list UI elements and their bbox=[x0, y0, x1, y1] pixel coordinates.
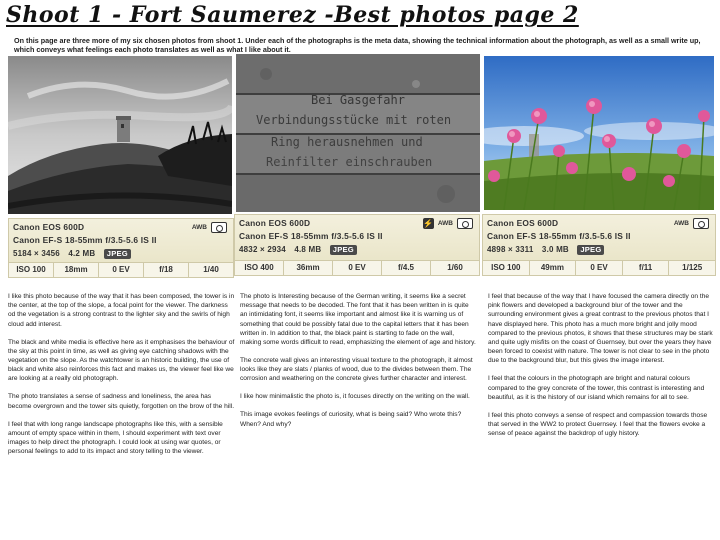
iso-value: ISO 100 bbox=[483, 261, 530, 275]
exposure-strip bbox=[9, 262, 233, 277]
image-dimensions: 5184 × 3456 bbox=[13, 249, 60, 258]
file-size: 4.2 MB bbox=[68, 249, 96, 258]
writeup-paragraph: The black and white media is effective here as it emphasises the behaviour of the sky at this point in time, as well as giving eye catching shadows with the vegetation on the slope. As the watchtower is an historic building, the use of black and white also reinforces this fact and makes us, the viewer feel like we are looking at a really old photograph. bbox=[8, 338, 235, 383]
aperture: f/4.5 bbox=[382, 261, 431, 275]
awb-icon: AWB bbox=[437, 220, 453, 227]
aperture: f/11 bbox=[623, 261, 670, 275]
camera-model: Canon EOS 600D bbox=[13, 222, 85, 232]
metadata-panel-1 bbox=[8, 218, 234, 278]
writeup-paragraph: I feel that because of the way that I have focused the camera directly on the pink flowers and developed a background blur of the tower and the surrounding environment gives a great contrast to the previous photos that I have displayed here. This photo has a much more bright and jolly mood compared to the previous photos, it shows that these structures may be stark and quite ugly misfits on the coast of Guernsey, but over the years they have been forced to coexist with nature. The tower is not clear to see in the photo due to the background blur, but this gives the image interest. bbox=[488, 293, 713, 365]
photo-german-writing-wall bbox=[236, 54, 480, 212]
writeup-paragraph: I feel that with long range landscape photographs like this, with a sensible amount of empty space within in them, I should experiment with text over images to help direct the photograph. I could look at using war quotes, or personal feelings to add to its impact and story telling to the viewer. bbox=[8, 420, 223, 456]
format-badge: JPEG bbox=[104, 249, 131, 259]
wall-text-line-1: Bei Gasgefahr bbox=[311, 93, 405, 107]
exposure-comp: 0 EV bbox=[576, 261, 623, 275]
shutter-speed: 1/40 bbox=[203, 265, 219, 274]
camera-mode-icon bbox=[211, 222, 227, 233]
shutter-speed: 1/60 bbox=[447, 263, 463, 272]
exposure-comp: 0 EV bbox=[333, 261, 382, 275]
page-title: Shoot 1 - Fort Saumerez -Best photos page 2 bbox=[6, 2, 579, 28]
camera-mode-icon bbox=[693, 218, 709, 229]
camera-model: Canon EOS 600D bbox=[239, 218, 311, 228]
lens-model: Canon EF-S 18-55mm f/3.5-5.6 IS II bbox=[487, 231, 631, 241]
metadata-panel-2 bbox=[234, 214, 480, 276]
focal-length: 36mm bbox=[284, 261, 333, 275]
file-info bbox=[13, 249, 131, 259]
lens-model: Canon EF-S 18-55mm f/3.5-5.6 IS II bbox=[239, 231, 383, 241]
exposure-strip bbox=[235, 260, 479, 275]
writeup-paragraph: This image evokes feelings of curiosity, what is being said? Who wrote this? When? And why? bbox=[240, 411, 462, 428]
writeup-paragraph: I feel this photo conveys a sense of respect and compassion towards those that served in the WW2 to protect Guernsey. I feel that the flowers evoke a sense of peace against the backdrop of ugly history. bbox=[488, 411, 708, 438]
file-info bbox=[239, 245, 357, 255]
aperture: f/18 bbox=[144, 263, 189, 277]
wall-text-line-4: Reinfilter einschrauben bbox=[266, 155, 433, 169]
camera-mode-icon bbox=[457, 218, 473, 229]
focal-length: 49mm bbox=[530, 261, 577, 275]
awb-icon: AWB bbox=[673, 220, 689, 227]
file-size: 3.0 MB bbox=[541, 245, 569, 254]
image-dimensions: 4898 × 3311 bbox=[487, 245, 534, 254]
iso-value: ISO 400 bbox=[235, 261, 284, 275]
writeup-paragraph: I like this photo because of the way that it has been composed, the tower is in the center, at the top of the slope, a focal point for the viewer. The darkness od the vegetation is a strong contrast to the lighter sky and the swirls of high cloud add interest. bbox=[8, 293, 235, 328]
writeup-paragraph: The photo is Interesting because of the German writing, it seems like a secret message that needs to be decoded. The font that it has been written in is quite an intimidating font, it seems like important and almost like it is warning us of something that could be possibly fatal due to the capital letters that it has been written in. In addition to that, the black paint is starting to fade on the wall, making some words difficult to read, emphasizing the element of age and history. bbox=[240, 293, 476, 347]
photo-watchtower-bw bbox=[8, 56, 232, 214]
camera-model: Canon EOS 600D bbox=[487, 218, 559, 228]
writeup-paragraph: I feel that the colours in the photograph are bright and natural colours compared to the grey concrete of the tower, this contrast is interesting and beautiful, as it is the history of our island which remains for all to see. bbox=[488, 375, 705, 401]
metadata-panel-3 bbox=[482, 214, 716, 276]
shutter-speed: 1/125 bbox=[682, 263, 703, 272]
flash-icon: ⚡ bbox=[423, 219, 434, 228]
writeup-column-1 bbox=[8, 292, 236, 465]
writeup-paragraph: I like how minimalistic the photo is, it focuses directly on the writing on the wall. bbox=[240, 393, 470, 401]
exposure-strip bbox=[483, 260, 715, 275]
iso-value: ISO 100 bbox=[9, 263, 54, 277]
writeup-column-2 bbox=[240, 292, 476, 438]
wall-text-line-3: Ring herausnehmen und bbox=[271, 135, 423, 149]
format-badge: JPEG bbox=[330, 245, 357, 255]
photo-pink-flowers bbox=[484, 56, 714, 210]
exposure-comp: 0 EV bbox=[99, 263, 144, 277]
file-size: 4.8 MB bbox=[294, 245, 322, 254]
format-badge: JPEG bbox=[577, 245, 604, 255]
wall-text-line-2: Verbindungsstücke mit roten bbox=[256, 113, 452, 127]
intro-paragraph: On this page are three more of my six chosen photos from shoot 1. Under each of the photographs is the meta data, showing the technical information about the photograph, as well as a small write up, which conveys what feelings each photo translates as well as what I like about it. bbox=[14, 36, 701, 55]
focal-length: 18mm bbox=[54, 263, 99, 277]
file-info bbox=[487, 245, 604, 255]
writeup-column-3 bbox=[488, 292, 714, 447]
lens-model: Canon EF-S 18-55mm f/3.5-5.6 IS II bbox=[13, 235, 157, 245]
writeup-paragraph: The concrete wall gives an interesting visual texture to the photograph, it almost looks like they are slats / planks of wood, due to the divides between them. The corrosion and weathering on the concrete gives further character and interest. bbox=[240, 357, 473, 383]
awb-icon: AWB bbox=[191, 224, 207, 231]
writeup-paragraph: The photo translates a sense of sadness and loneliness, the area has become overgrown and the tower sits quietly, forgotten on the brow of the hill. bbox=[8, 393, 235, 410]
image-dimensions: 4832 × 2934 bbox=[239, 245, 286, 254]
